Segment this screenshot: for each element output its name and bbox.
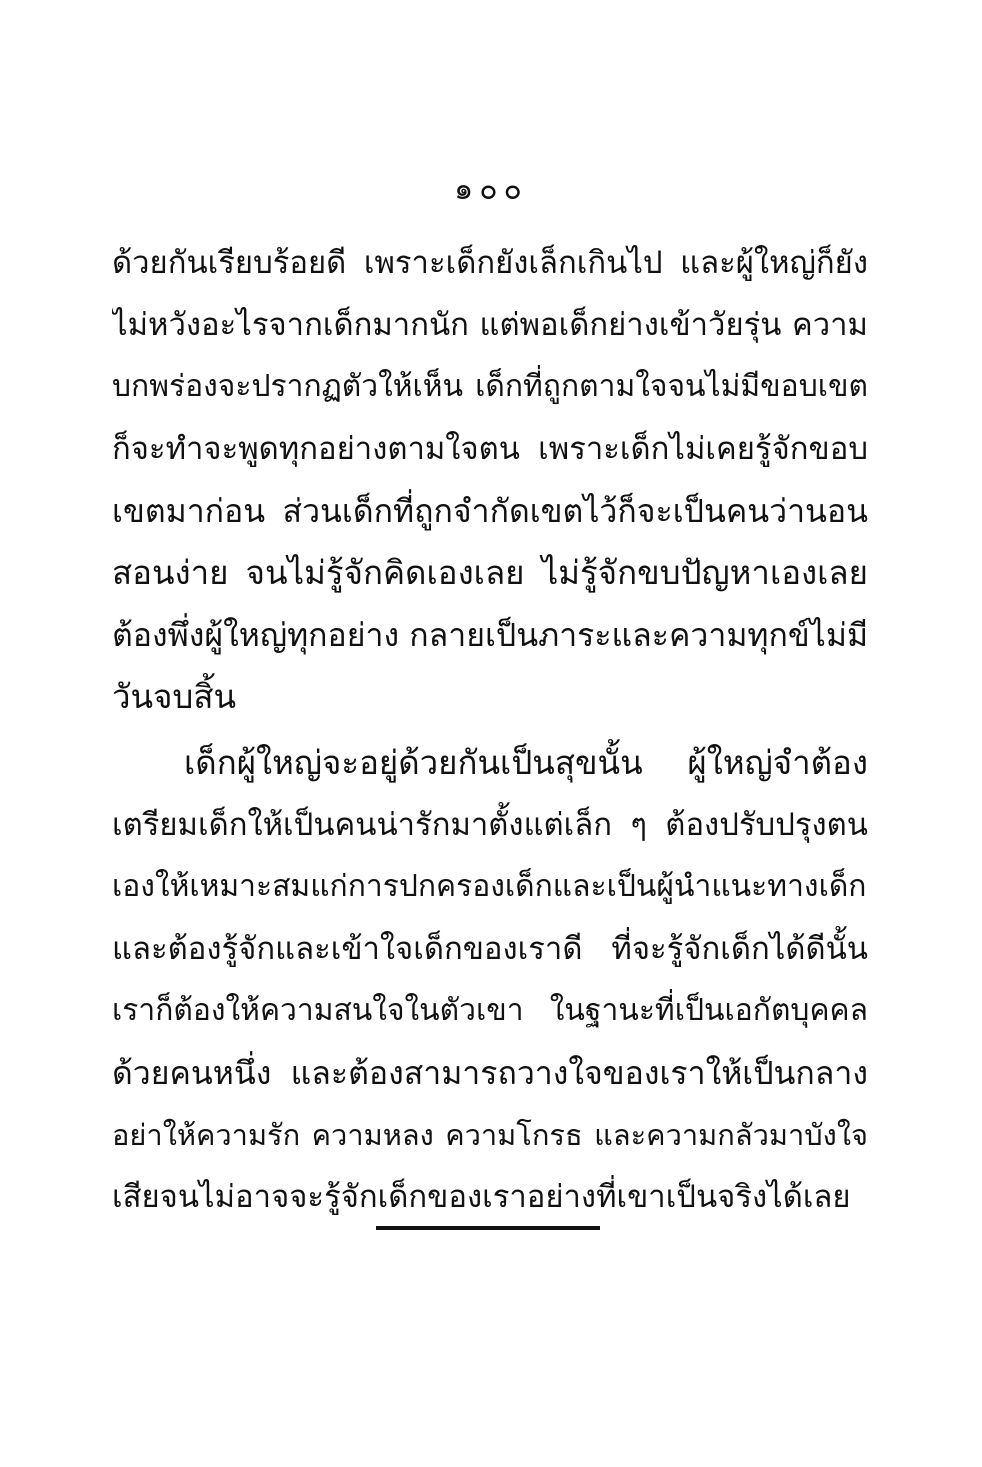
paragraph-2	[112, 732, 868, 1228]
paragraph-line: ด้วยกันเรียบร้อยดี เพราะเด็กยังเล็กเกินไป และผู้ใหญ่ก็ยัง	[112, 245, 868, 281]
paragraph-line: เด็กผู้ใหญ่จะอยู่ด้วยกันเป็นสุขนั้น ผู้ใหญ่จำต้อง	[184, 743, 868, 782]
paragraph-line: ไม่หวังอะไรจากเด็กมากนัก แต่พอเด็กย่างเข้าวัยรุ่น ความ	[112, 307, 868, 343]
paragraph-line: อย่าให้ความรัก ความหลง ความโกรธ และความกลัวมาบังใจ	[112, 1118, 868, 1152]
paragraph-line: บกพร่องจะปรากฏตัวให้เห็น เด็กที่ถูกตามใจจนไม่มีขอบเขต	[112, 369, 868, 404]
paragraph-line: และต้องรู้จักและเข้าใจเด็กของเราดี ที่จะรู้จักเด็กได้ดีนั้น	[112, 931, 868, 967]
paragraph-line: ด้วยคนหนึ่ง และต้องสามารถวางใจของเราให้เป็นกลาง	[112, 1054, 868, 1092]
section-end-rule	[376, 1226, 600, 1230]
paragraph-line: เราก็ต้องให้ความสนใจในตัวเขา ในฐานะที่เป็นเอกัตบุคคล	[112, 993, 868, 1028]
paragraph-line: เขตมาก่อน ส่วนเด็กที่ถูกจำกัดเขตไว้ก็จะเป็นคนว่านอน	[112, 492, 868, 530]
paragraph-line: วันจบสิ้น	[112, 677, 237, 716]
paragraph-line: สอนง่าย จนไม่รู้จักคิดเองเลย ไม่รู้จักขบปัญหาเองเลย	[112, 553, 868, 592]
paragraph-line: เตรียมเด็กให้เป็นคนน่ารักมาตั้งแต่เล็ก ๆ ต้องปรับปรุงตน	[112, 807, 868, 843]
body-text	[112, 232, 868, 1228]
page-number: ๑๐๐	[454, 172, 528, 207]
paragraph-line: เสียจนไม่อาจจะรู้จักเด็กของเราอย่างที่เขาเป็นจริงได้เลย	[112, 1179, 851, 1215]
paragraph-line: ก็จะทำจะพูดทุกอย่างตามใจตน เพราะเด็กไม่เคยรู้จักขอบ	[112, 431, 868, 467]
paragraph-line: ต้องพึ่งผู้ใหญ่ทุกอย่าง กลายเป็นภาระและความทุกข์ไม่มี	[112, 616, 868, 654]
paragraph-1	[112, 232, 868, 728]
paragraph-line: เองให้เหมาะสมแก่การปกครองเด็กและเป็นผู้นำแนะทางเด็ก	[112, 869, 867, 904]
